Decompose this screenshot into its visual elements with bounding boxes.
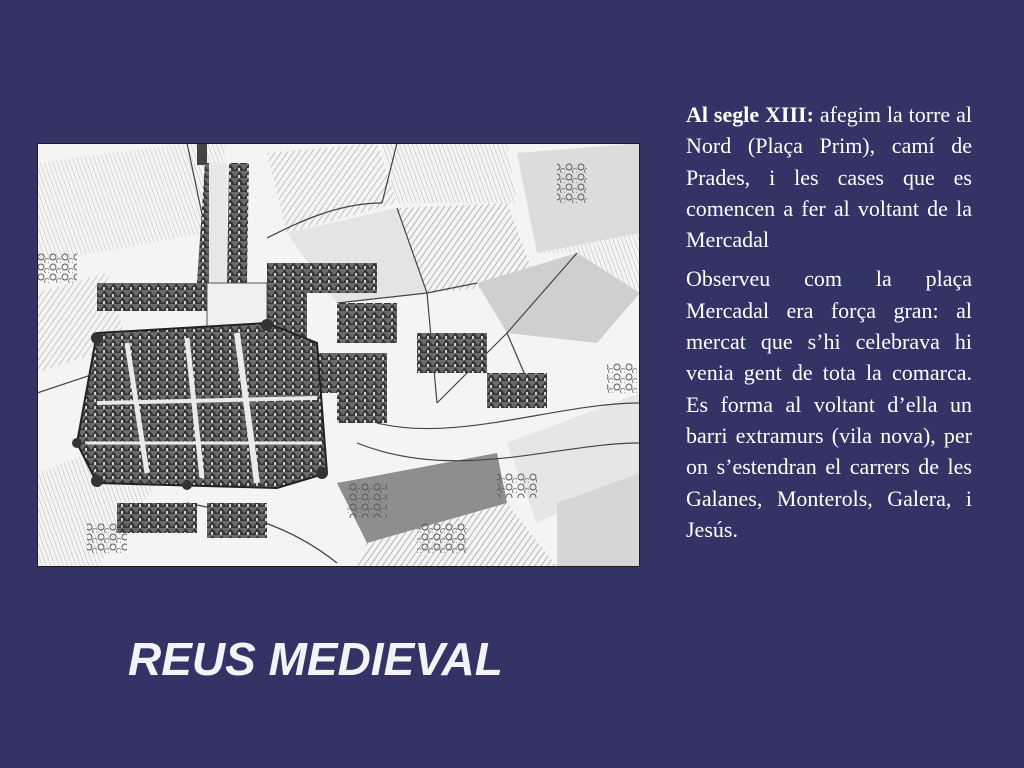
paragraph-lead: Al segle XIII: [686, 102, 814, 127]
paragraph-mercadal: Observeu com la plaça Mercadal era força gran: al mercat que s’hi celebrava hi venia gent de tota la comarca. Es forma al voltant d’ella un barri extramurs (vila nova), per on s’estendran el carrers de les Galanes, Monterols, Galera, i Jesús. [686, 266, 972, 542]
description-column [686, 99, 972, 545]
slide-title: REUS MEDIEVAL [128, 633, 503, 685]
northern-suburb [197, 143, 249, 283]
paragraph-13th-century [686, 99, 972, 255]
medieval-reus-map-image [37, 143, 640, 567]
paragraph-text: afegim la torre al Nord (Plaça Prim), camí de Prades, i les cases que es comencen a fer al voltant de la Mercadal [686, 102, 972, 253]
walled-city [72, 319, 328, 490]
